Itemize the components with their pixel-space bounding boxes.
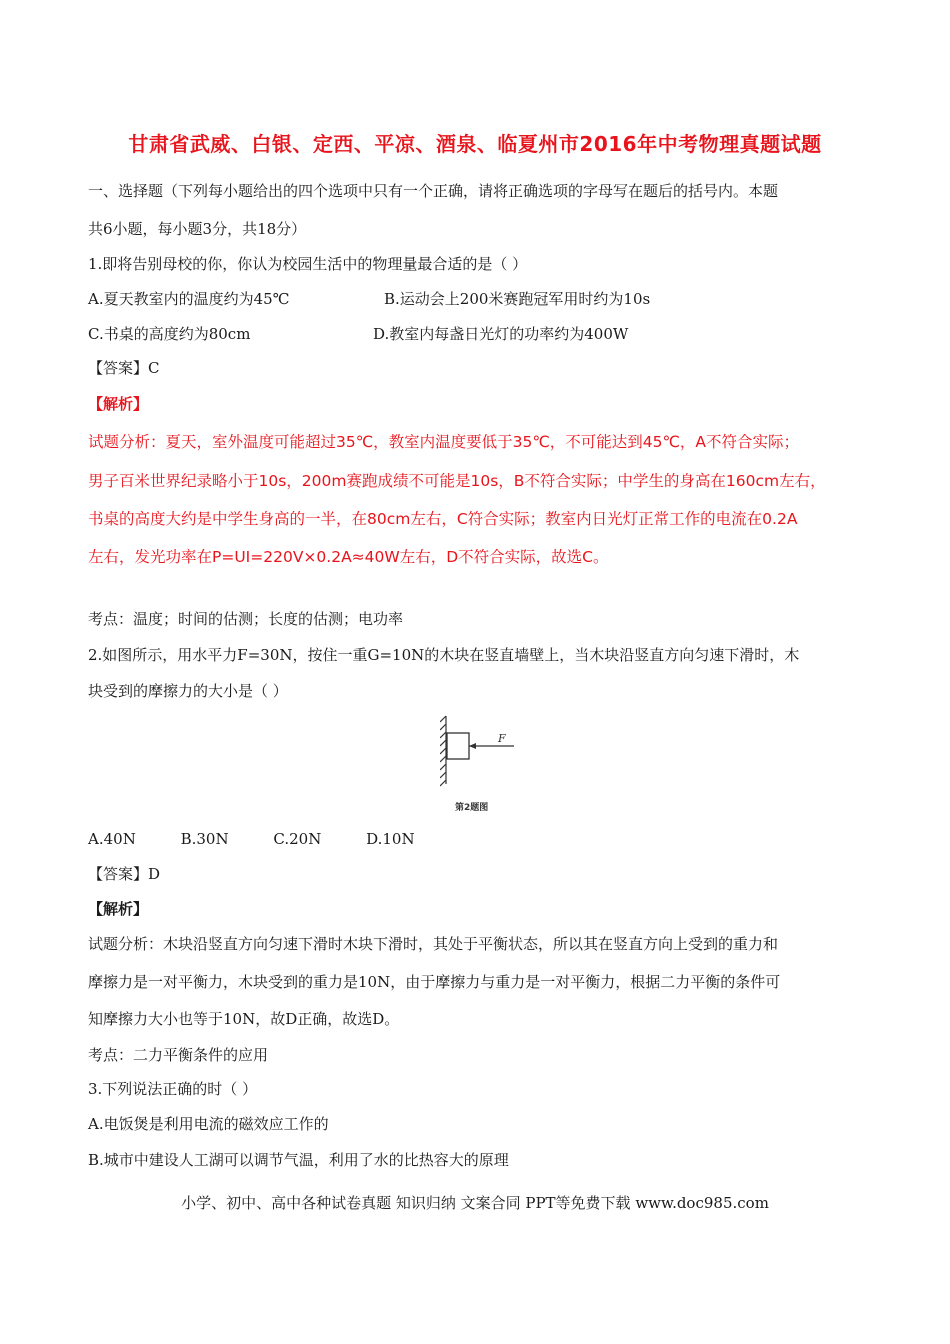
q2-analysis-label: 【解析】 — [88, 900, 149, 918]
q1-analysis-line-1: 试题分析：夏天，室外温度可能超过35℃，教室内温度要低于35℃，不可能达到45℃，A不符合实际； — [88, 433, 799, 451]
arrow-head — [469, 743, 476, 749]
page-footer: 小学、初中、高中各种试卷真题 知识归纳 文案合同 PPT等免费下载 www.doc985.com — [181, 1194, 769, 1212]
q2-options — [88, 829, 455, 849]
q1-options-row-1 — [88, 289, 848, 309]
q2-option-d: D.10N — [366, 830, 415, 848]
q2-answer: 【答案】D — [88, 865, 161, 883]
q2-option-a: A.40N — [88, 830, 136, 848]
q3-option-b: B.城市中建设人工湖可以调节气温，利用了水的比热容大的原理 — [88, 1151, 509, 1169]
wooden-block — [447, 733, 469, 759]
q2-analysis-line-2: 摩擦力是一对平衡力，木块受到的重力是10N，由于摩擦力与重力是一对平衡力，根据二力平衡的条件可 — [88, 973, 781, 991]
q1-option-d: D.教室内每盏日光灯的功率约为400W — [373, 325, 629, 343]
q1-analysis-label: 【解析】 — [88, 395, 149, 413]
q2-stem-line-2: 块受到的摩擦力的大小是（ ） — [88, 682, 288, 700]
q1-kaodian: 考点：温度；时间的估测；长度的估测；电功率 — [88, 610, 404, 628]
q3-option-a: A.电饭煲是利用电流的磁效应工作的 — [88, 1115, 329, 1133]
q1-stem: 1.即将告别母校的你，你认为校园生活中的物理量最合适的是（ ） — [88, 255, 528, 273]
q1-option-b: B.运动会上200米赛跑冠军用时约为10s — [384, 290, 651, 308]
q2-stem-line-1: 2.如图所示，用水平力F=30N，按住一重G=10N的木块在竖直墙壁上，当木块沿竖直方向匀速下滑时，木 — [88, 646, 800, 664]
q1-analysis-line-2: 男子百米世界纪录略小于10s，200m赛跑成绩不可能是10s，B不符合实际；中学生的身高在160cm左右， — [88, 472, 826, 490]
q1-analysis-line-4: 左右，发光功率在P=UI=220V×0.2A≈40W左右，D不符合实际，故选C。 — [88, 548, 609, 566]
q1-option-a: A.夏天教室内的温度约为45℃ — [88, 290, 290, 308]
q1-analysis-line-3: 书桌的高度大约是中学生身高的一半，在80cm左右，C符合实际；教室内日光灯正常工作的电流在0.2A — [88, 510, 798, 528]
q3-stem: 3.下列说法正确的时（ ） — [88, 1080, 258, 1098]
q2-analysis-line-3: 知摩擦力大小也等于10N，故D正确，故选D。 — [88, 1010, 400, 1028]
section-heading-line-1: 一、选择题（下列每小题给出的四个选项中只有一个正确，请将正确选项的字母写在题后的括号内。本题 — [88, 182, 779, 200]
q2-analysis-line-1: 试题分析：木块沿竖直方向匀速下滑时木块下滑时，其处于平衡状态，所以其在竖直方向上受到的重力和 — [88, 935, 779, 953]
q1-answer: 【答案】C — [88, 359, 160, 377]
section-heading-line-2: 共6小题，每小题3分，共18分） — [88, 220, 307, 238]
document-title: 甘肃省武威、白银、定西、平凉、酒泉、临夏州市2016年中考物理真题试题 — [128, 132, 822, 156]
q2-option-c: C.20N — [273, 830, 322, 848]
wall-hatching — [440, 716, 446, 786]
q2-kaodian: 考点：二力平衡条件的应用 — [88, 1046, 269, 1064]
q2-figure — [440, 712, 520, 812]
q2-option-b: B.30N — [180, 830, 229, 848]
q2-figure-caption: 第2题图 — [455, 803, 489, 813]
q1-options-row-2 — [88, 324, 848, 344]
q1-option-c: C.书桌的高度约为80cm — [88, 325, 251, 343]
force-label: F — [498, 732, 506, 745]
